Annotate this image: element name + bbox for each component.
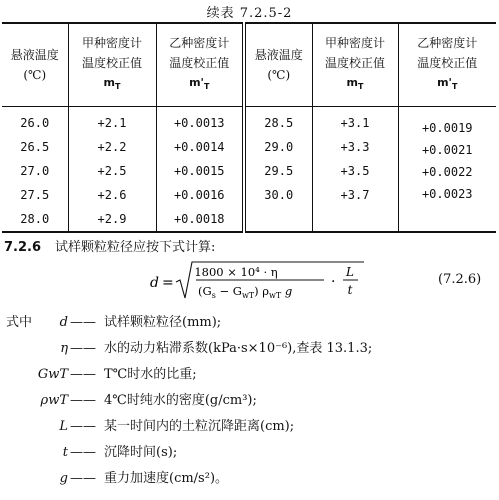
- definition-text: 沉降时间(s);: [104, 445, 178, 460]
- definition-dash: ——: [70, 471, 96, 486]
- formula-equals: =: [162, 275, 174, 291]
- den-part: − G: [215, 284, 242, 298]
- table-cell: 28.0: [20, 212, 50, 226]
- table-cell: +3.7: [340, 188, 370, 202]
- table-cell: +2.6: [97, 188, 127, 202]
- definition-dash: ——: [70, 315, 96, 330]
- fraction2-denominator: t: [347, 283, 353, 297]
- header-line: 悬液温度: [254, 48, 303, 62]
- table-cell: +2.1: [97, 116, 127, 130]
- table-cell: 26.5: [20, 140, 50, 154]
- table-cell: +0.0014: [173, 140, 225, 154]
- definition-symbol: d: [59, 315, 68, 330]
- den-part: (G: [198, 284, 212, 298]
- table-cell: +0.0013: [173, 116, 225, 130]
- header-line: (℃): [267, 68, 291, 82]
- header-line: 甲种密度计: [324, 35, 385, 50]
- table-cell: 29.5: [264, 164, 294, 178]
- den-part: ) ρ: [254, 284, 270, 298]
- definition-symbol: t: [62, 445, 68, 460]
- table-cell: +2.5: [97, 164, 127, 178]
- table-cell: +3.3: [340, 140, 370, 154]
- table-cell: +0.0015: [173, 164, 225, 178]
- header-symbol: $m_T$: [346, 75, 364, 92]
- table-header-row: [2, 23, 496, 107]
- table-cell: 30.0: [264, 188, 294, 202]
- header-temp-left: [2, 23, 68, 107]
- header-line: 温度校正值: [417, 55, 478, 70]
- table-cell: +3.5: [340, 164, 370, 178]
- fraction-denominator: [198, 284, 292, 300]
- definition-symbol: η: [60, 341, 68, 356]
- definition-dash: ——: [70, 419, 96, 434]
- header-type-a-right: [312, 23, 398, 107]
- header-line: 温度校正值: [169, 55, 230, 70]
- table-cell: +0.0023: [421, 187, 473, 201]
- definitions-prefix: 式中: [6, 315, 33, 330]
- fraction2-numerator: L: [346, 265, 354, 279]
- header-temp-right: [244, 23, 312, 107]
- header-symbol: $m'_T$: [189, 75, 210, 92]
- table-cell: +0.0022: [421, 165, 473, 179]
- definition-symbol: ρwT: [40, 393, 68, 408]
- col-temp-right: [244, 107, 312, 233]
- header-type-b-left: [156, 23, 244, 107]
- fraction-numerator: 1800 × 10⁴ · η: [194, 265, 278, 279]
- temperature-correction-table: [2, 22, 496, 233]
- col-type-a-right: [312, 107, 398, 233]
- definition-symbol: L: [59, 419, 68, 434]
- definition-text: 某一时间内的土粒沉降距离(cm);: [104, 419, 295, 434]
- header-line: 甲种密度计: [81, 35, 142, 50]
- equation-number: (7.2.6): [438, 272, 482, 287]
- header-line: 温度校正值: [81, 55, 142, 70]
- col-type-b-right: [398, 107, 496, 233]
- definition-symbol: g: [59, 471, 68, 486]
- col-type-b-left: [156, 107, 244, 233]
- clause-text: 试样颗粒粒径应按下式计算:: [55, 240, 216, 255]
- table-body-row: [2, 107, 496, 233]
- table-cell: 28.5: [264, 116, 294, 130]
- table-cell: +2.2: [97, 140, 127, 154]
- den-part: g: [281, 284, 293, 298]
- table-caption: 续表 7.2.5-2: [206, 6, 293, 21]
- definition-dash: ——: [70, 341, 96, 356]
- table-cell: +3.1: [340, 116, 370, 130]
- den-sub: s: [211, 291, 216, 300]
- header-line: 乙种密度计: [417, 35, 478, 50]
- definition-dash: ——: [70, 367, 96, 382]
- multiply-dot: ·: [331, 274, 336, 290]
- header-symbol: $m_T$: [103, 75, 121, 92]
- table-cell: +0.0018: [173, 212, 225, 226]
- table-cell: +0.0019: [421, 121, 473, 135]
- table-cell: +0.0016: [173, 188, 225, 202]
- header-line: 悬液温度: [10, 48, 59, 62]
- definition-text: 4℃时纯水的密度(g/cm³);: [104, 393, 257, 408]
- definition-text: 水的动力粘滞系数(kPa·s×10⁻⁶),查表 13.1.3;: [104, 341, 373, 356]
- table-cell: 27.5: [20, 188, 50, 202]
- header-line: 乙种密度计: [169, 35, 230, 50]
- den-sub: wT: [241, 291, 255, 300]
- table-cell: +2.9: [97, 212, 127, 226]
- col-temp-left: [2, 107, 68, 233]
- particle-size-formula: [146, 260, 366, 302]
- header-type-a-left: [68, 23, 156, 107]
- formula-lhs: d: [150, 275, 159, 291]
- definition-text: 试样颗粒粒径(mm);: [104, 315, 222, 330]
- header-type-b-right: [398, 23, 496, 107]
- den-sub: wT: [269, 291, 282, 300]
- table-cell: +0.0021: [421, 143, 473, 157]
- clause-7-2-6: [4, 236, 215, 255]
- header-symbol: $m'_T$: [437, 75, 458, 92]
- definition-dash: ——: [70, 393, 96, 408]
- clause-number: 7.2.6: [4, 240, 42, 255]
- header-line: (℃): [23, 68, 47, 82]
- table-cell: 29.0: [264, 140, 294, 154]
- header-line: 温度校正值: [324, 55, 385, 70]
- col-type-a-left: [68, 107, 156, 233]
- table-cell: 26.0: [20, 116, 50, 130]
- definition-text: T℃时水的比重;: [104, 367, 197, 382]
- definition-dash: ——: [70, 445, 96, 460]
- table-cell: 27.0: [20, 164, 50, 178]
- definition-symbol: GwT: [37, 367, 68, 382]
- definition-text: 重力加速度(cm/s²)。: [104, 471, 229, 486]
